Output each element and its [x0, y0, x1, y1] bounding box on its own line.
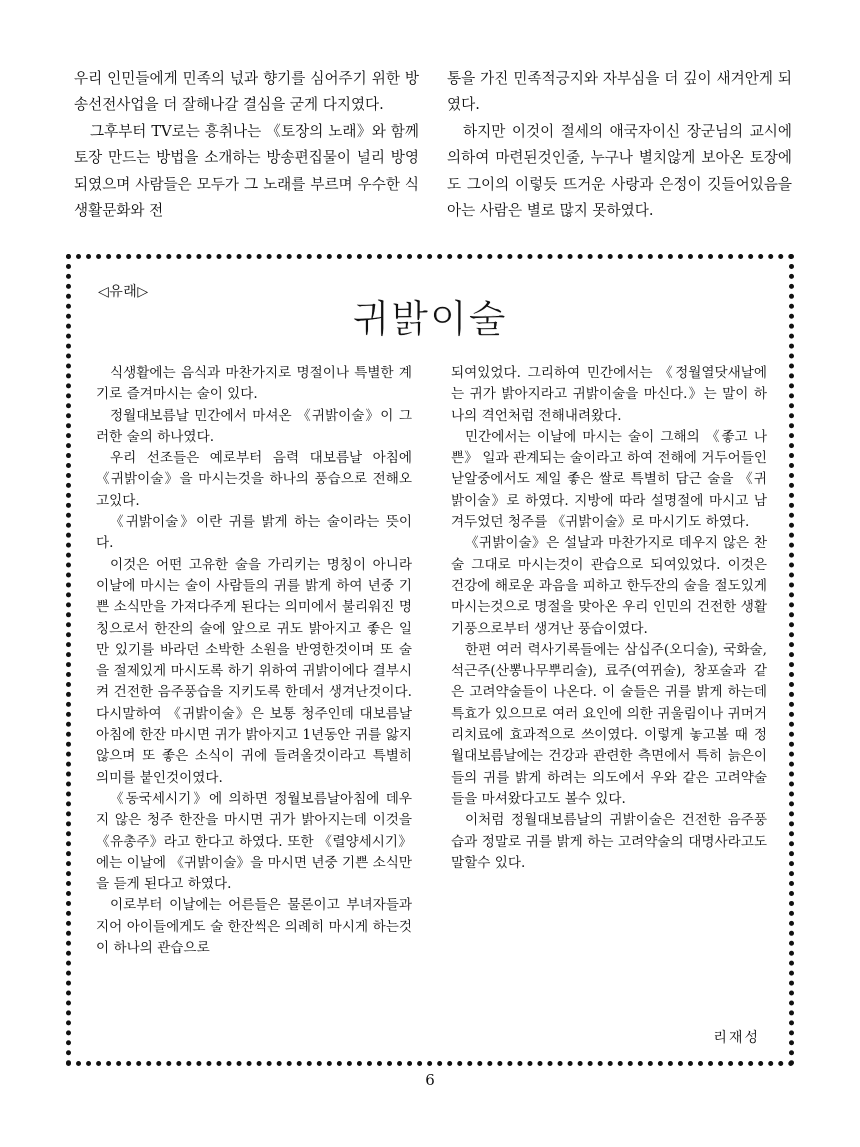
article-title: 귀밝이술 — [352, 297, 508, 341]
article-left-column — [96, 363, 412, 959]
top-right-column — [447, 66, 792, 224]
paragraph: 《귀밝이술》이란 귀를 밝게 하는 술이라는 뜻이다. — [96, 514, 412, 552]
paragraph: 정월대보름날 민간에서 마셔온 《귀밝이술》이 그러한 술의 하나였다. — [96, 407, 412, 445]
top-left-column — [74, 66, 419, 224]
paragraph: 이로부터 이날에는 어른들은 물론이고 부녀자들과 지어 아이들에게도 술 한잔씩은 의례히 마시게 하는것이 하나의 관습으로 — [96, 897, 412, 957]
paragraph: 《동국세시기》에 의하면 정월보름날아침에 데우지 않은 청주 한잔을 마시면 귀가 밝아지는데 이것을 《유총주》라고 한다고 하였다. 또한 《렬양세시기》에는 이날에 《귀밝이술》을 마시면 년중 기쁜 소식만을 듣게 된다고 하였다. — [96, 790, 412, 893]
paragraph: 이처럼 정월대보름날의 귀밝이술은 건전한 음주풍습과 정말로 귀를 밝게 하는 고려약술의 대명사라고도 말할수 있다. — [451, 812, 767, 871]
paragraph: 하지만 이것이 절세의 애국자이신 장군님의 교시에 의하여 마련된것인줄, 누구나 별치않게 보아온 토장에도 그이의 이렇듯 뜨거운 사랑과 은정이 깃들어있음을 아는 사람은 별로 많지 못하였다. — [447, 122, 792, 220]
paragraph: 우리 선조들은 예로부터 음력 대보름날 아침에 《귀밝이술》을 마시는것을 하나의 풍습으로 전해오고있다. — [96, 450, 412, 509]
paragraph: 이것은 어떤 고유한 술을 가리키는 명칭이 아니라 이날에 마시는 술이 사람들의 귀를 밝게 하여 년중 기쁜 소식만을 가져다주게 된다는 의미에서 불리워진 명칭으로서 한잔의 술에 앞으로 귀도 밝아지고 좋은 일만 있기를 바라던 소박한 소원을 반영한것이며 또 술을 절제있게 마시도록 하기 위하여 귀밝이에다 결부시켜 건전한 음주풍습을 지키도록 한데서 생겨난것이다. 다시말하여 《귀밝이술》은 보통 청주인데 대보름날 아침에 한잔 마시면 귀가 밝아지고 1년동안 귀를 앓지 않으며 또 좋은 소식이 귀에 들려올것이라고 특별히 의미를 붙인것이였다. — [96, 556, 412, 786]
paragraph: 식생활에는 음식과 마찬가지로 명절이나 특별한 계기로 즐겨마시는 술이 있다. — [96, 365, 412, 403]
paragraph: 통을 가진 민족적긍지와 자부심을 더 깊이 새겨안게 되였다. — [447, 70, 792, 114]
paragraph: 민간에서는 이날에 마시는 술이 그해의 《좋고 나쁜》 일과 관계되는 술이라고 하여 전해에 거두어들인 낟알중에서도 제일 좋은 쌀로 특별히 담근 술을 《귀밝이술》로 하였다. 지방에 따라 설명절에 마시고 남겨두었던 청주를 《귀밝이술》로 마시기도 하였다. — [451, 428, 767, 531]
paragraph: 《귀밝이술》은 설날과 마찬가지로 데우지 않은 찬술 그대로 마시는것이 관습으로 되여있었다. 이것은 건강에 해로운 과음을 피하고 한두잔의 술을 절도있게 마시는것으로 명절을 맞아온 우리 인민의 건전한 생활기풍으로부터 생겨난 풍습이였다. — [451, 535, 767, 637]
page-number: 6 — [425, 1071, 435, 1089]
paragraph: 한편 여러 력사기록들에는 삼십주(오디술), 국화술, 석근주(산뽕나무뿌리술), 료주(여뀌술), 창포술과 같은 고려약술들이 나온다. 이 술들은 귀를 밝게 하는데 특효가 있으므로 여러 요인에 의한 귀울림이나 귀머거리치료에 효과적으로 쓰이였다. 이렇게 놓고볼 때 정월대보름날에는 건강과 관련한 측면에서 특히 늙은이들의 귀를 밝게 하려는 의도에서 우와 같은 고려약술들을 마셔왔다고도 볼수 있다. — [451, 641, 767, 807]
article-right-column — [451, 363, 767, 874]
article-category: ◁유래▷ — [98, 284, 149, 300]
paragraph: 되여있었다. 그리하여 민간에서는 《정월열닷새날에는 귀가 밝아지라고 귀밝이술을 마신다.》는 말이 하나의 격언처럼 전해내려왔다. — [451, 365, 767, 424]
paragraph: 우리 인민들에게 민족의 넋과 향기를 심어주기 위한 방송선전사업을 더 잘해나갈 결심을 굳게 다지였다. — [74, 70, 419, 114]
paragraph: 그후부터 TV로는 흥취나는 《토장의 노래》와 함께 토장 만드는 방법을 소개하는 방송편집물이 널리 방영되였으며 사람들은 모두가 그 노래를 부르며 우수한 식생활문화와 전 — [74, 122, 419, 220]
article-author: 리재성 — [713, 1030, 760, 1046]
